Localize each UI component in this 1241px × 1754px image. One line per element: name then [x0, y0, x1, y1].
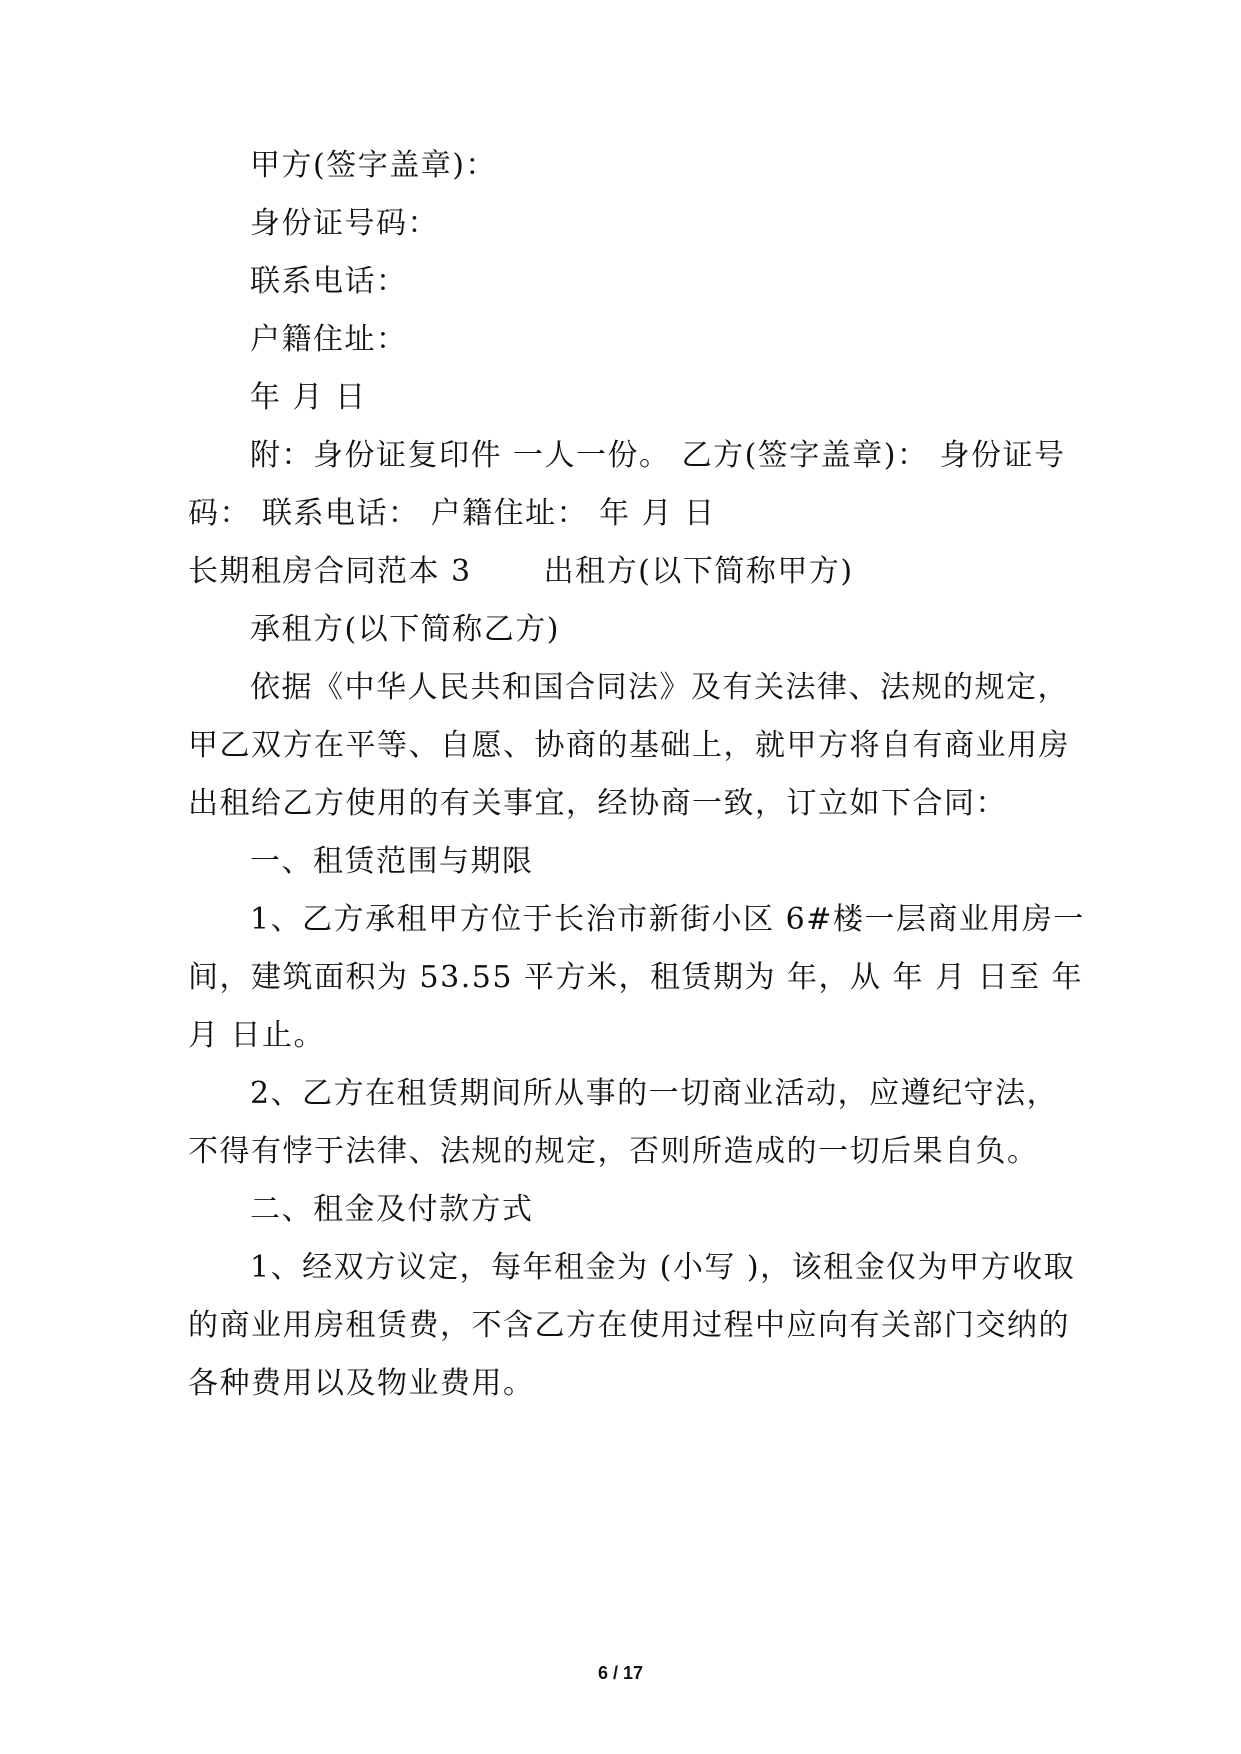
paragraph-line: 依据《中华人民共和国合同法》及有关法律、法规的规定， [250, 670, 1069, 705]
phone-line: 联系电话： [250, 264, 408, 299]
attachment-line-continued: 码： 联系电话： 户籍住址： 年 月 日 [188, 496, 716, 531]
attachment-line: 附：身份证复印件 一人一份。 乙方(签字盖章)： 身份证号 [250, 438, 1066, 473]
paragraph-line: 2、乙方在租赁期间所从事的一切商业活动，应遵纪守法， [250, 1076, 1059, 1111]
paragraph-line: 出租给乙方使用的有关事宜，经协商一致，订立如下合同： [188, 786, 1007, 821]
section-heading: 二、租金及付款方式 [250, 1192, 534, 1227]
section-heading: 一、租赁范围与期限 [250, 844, 534, 879]
lessee-label: 承租方(以下简称乙方) [250, 612, 560, 647]
paragraph-line: 各种费用以及物业费用。 [188, 1366, 535, 1401]
lessor-label: 出租方(以下简称甲方) [543, 554, 854, 589]
paragraph-line: 1、乙方承租甲方位于长治市新街小区 6#楼一层商业用房一 [250, 902, 1085, 937]
paragraph-line: 月 日止。 [188, 1018, 326, 1053]
address-line: 户籍住址： [250, 322, 408, 357]
contract-title: 长期租房合同范本 3 [188, 554, 472, 589]
page-number: 6 / 17 [597, 1663, 644, 1683]
section-heading-line [188, 552, 854, 592]
paragraph-line: 1、经双方议定，每年租金为 (小写 )，该租金仅为甲方收取 [250, 1250, 1076, 1285]
paragraph-line: 不得有悖于法律、法规的规定，否则所造成的一切后果自负。 [188, 1134, 1039, 1169]
id-number-line: 身份证号码： [250, 206, 439, 241]
date-line: 年 月 日 [250, 380, 367, 415]
paragraph-line: 甲乙双方在平等、自愿、协商的基础上，就甲方将自有商业用房 [188, 728, 1070, 763]
party-a-signature-line: 甲方(签字盖章)： [250, 148, 497, 183]
paragraph-line: 的商业用房租赁费，不含乙方在使用过程中应向有关部门交纳的 [188, 1308, 1070, 1343]
paragraph-line: 间，建筑面积为 53.55 平方米，租赁期为 年，从 年 月 日至 年 [188, 960, 1084, 995]
